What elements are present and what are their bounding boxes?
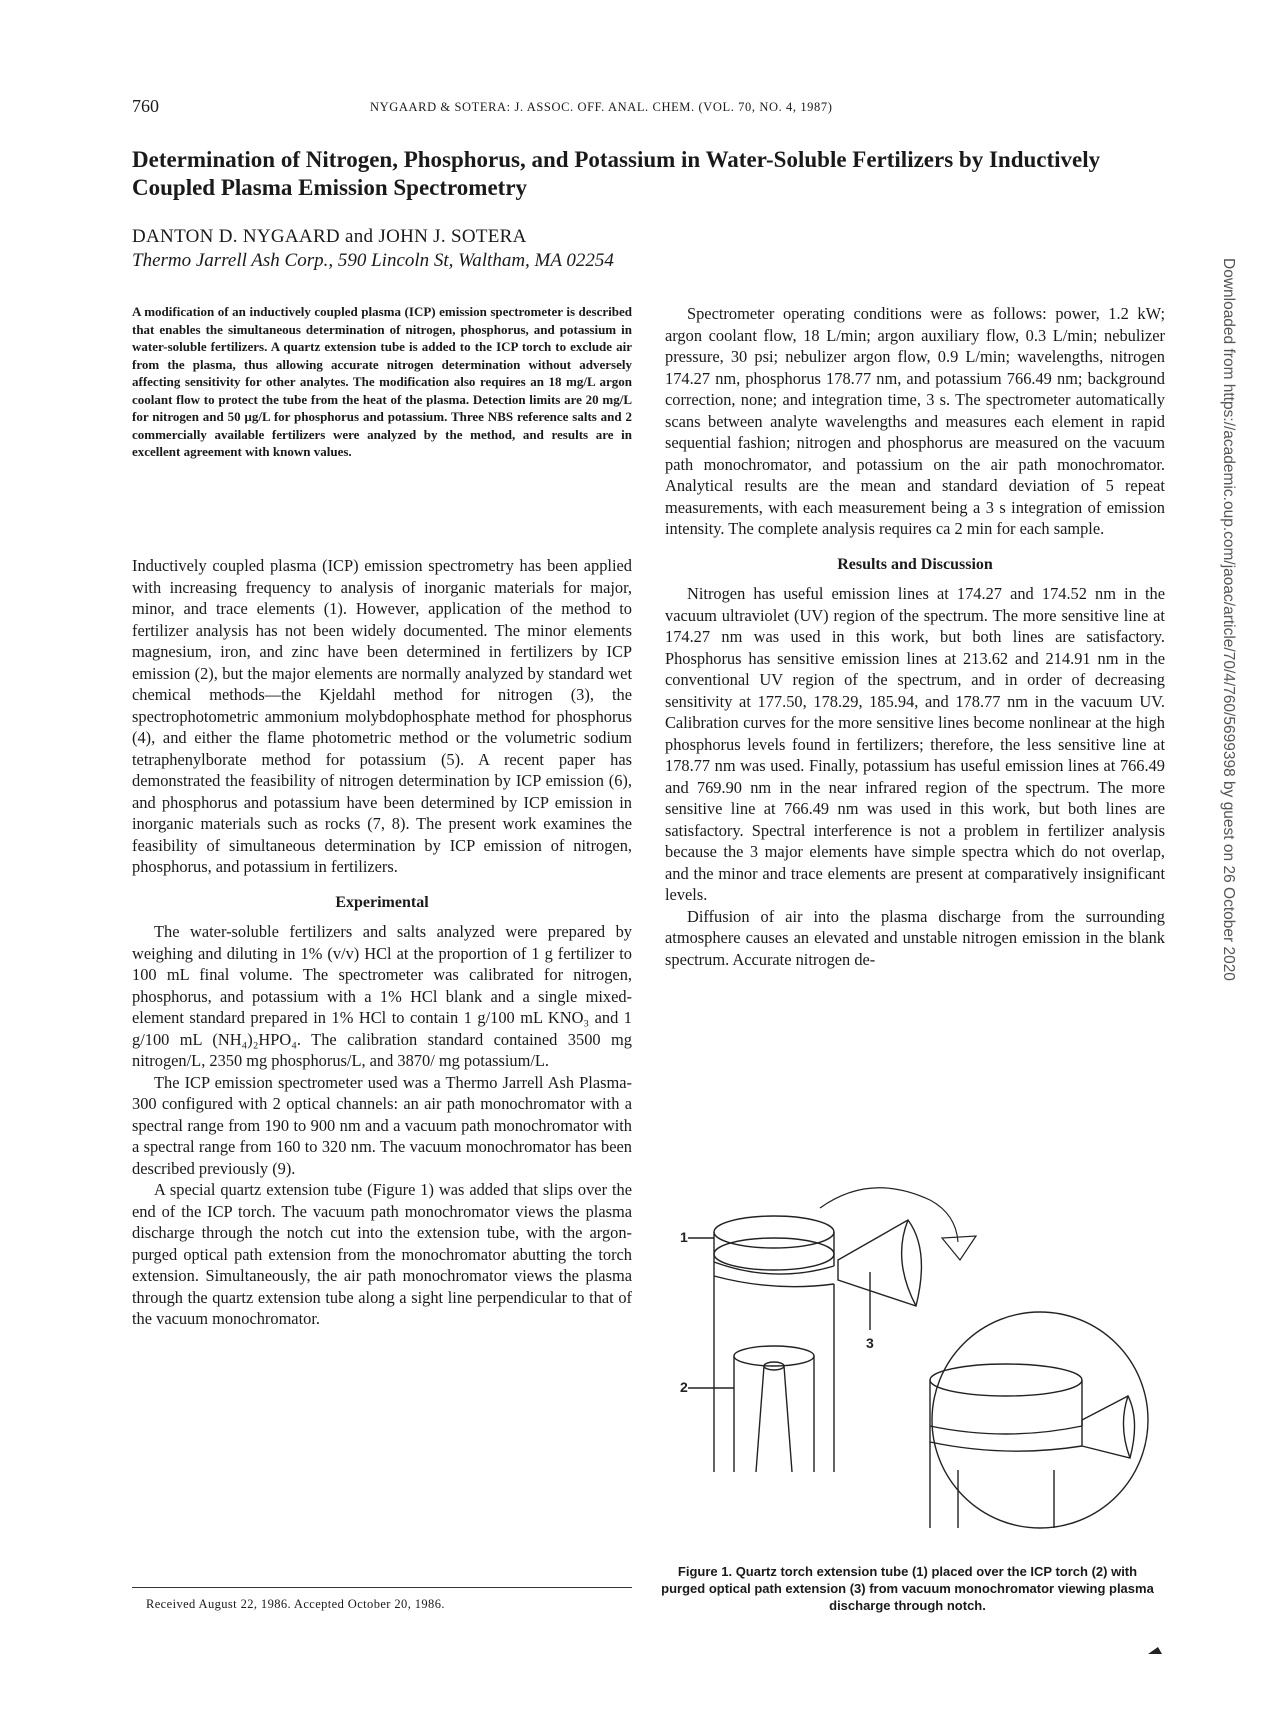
- torch-walls: [734, 1356, 814, 1472]
- affiliation: Thermo Jarrell Ash Corp., 590 Lincoln St, Waltham, MA 02254: [132, 250, 614, 271]
- left-column: [132, 555, 632, 1330]
- figure-caption: Figure 1. Quartz torch extension tube (1) placed over the ICP torch (2) with purged optical path extension (3) from vacuum monochromator viewing plasma discharge through notch.: [661, 1564, 1154, 1613]
- experimental-paragraph-4: Spectrometer operating conditions were as follows: power, 1.2 kW; argon coolant flow, 18 L/min; argon auxiliary flow, 0.3 L/min; nebulizer pressure, 30 psi; nebulizer argon flow, 0.9 L/min; wavelengths, nitrogen 174.27 nm, phosphorus 178.77 nm, and potassium 766.49 nm; background correction, none; and integration time, 3 s. The spectrometer automatically scans between analyte wavelengths and measures each element in rapid sequential fashion; nitrogen and phosphorus are measured on the vacuum path monochromator, and potassium on the air path monochromator. Analytical results are the mean and standard deviation of 5 repeat measurements, with each measurement being a 3 s integration of emission intensity. The complete analysis requires ca 2 min for each sample.: [665, 304, 1165, 538]
- footnote-rule: [132, 1587, 632, 1588]
- figure-1-diagram: [680, 1180, 1160, 1560]
- detail-torch-walls: [958, 1470, 1054, 1528]
- abstract-block: [132, 303, 632, 461]
- figure-label-1: 1: [680, 1229, 688, 1245]
- experimental-paragraph-3: A special quartz extension tube (Figure 1) was added that slips over the end of the ICP torch. The vacuum path monochromator views the plasma discharge through the notch cut into the extension tube, with the argon-purged optical path extension from the monochromator abutting the torch extension. Simultaneously, the air path monochromator views the plasma through the quartz extension tube along a sight line perpendicular to that of the vacuum monochromator.: [132, 1180, 632, 1328]
- torch-inner-tube: [756, 1366, 792, 1472]
- author-line: DANTON D. NYGAARD and JOHN J. SOTERA: [132, 226, 527, 247]
- figure-label-3: 3: [866, 1335, 874, 1351]
- experimental-heading: Experimental: [335, 893, 429, 911]
- page-number: 760: [132, 96, 159, 116]
- extension-tube-notch-ring: [714, 1238, 834, 1270]
- detail-circle: [932, 1312, 1148, 1528]
- results-heading: Results and Discussion: [837, 555, 993, 573]
- article-title: Determination of Nitrogen, Phosphorus, and Potassium in Water-Soluble Fertilizers by Inductively Coupled Plasma Emission Spectrometry: [132, 147, 1101, 200]
- optical-path-extension: [838, 1220, 921, 1306]
- detail-notch: [930, 1426, 1082, 1451]
- corner-arrow-icon: [1148, 1645, 1166, 1655]
- detail-tube-walls: [930, 1380, 1082, 1528]
- intro-paragraph: Inductively coupled plasma (ICP) emission spectrometry has been applied with increasing frequency to analysis of inorganic materials for major, minor, and trace elements (1). However, application of the method to fertilizer analysis has not been widely documented. The minor elements magnesium, iron, and zinc have been determined in fertilizers by ICP emission (2), but the major elements are normally analyzed by standard wet chemical methods—the Kjeldahl method for nitrogen (3), the spectrophotometric ammonium molybdophosphate method for phosphorus (4), and either the flame photometric method or the volumetric sodium tetraphenylborate method for potassium (5). A recent paper has demonstrated the feasibility of nitrogen determination by ICP emission (6), and phosphorus and potassium have been determined by ICP emission in inorganic materials such as rocks (7, 8). The present work examines the feasibility of simultaneous determination by ICP emission of nitrogen, phosphorus, and potassium in fertilizers.: [132, 556, 632, 876]
- experimental-paragraph-2: The ICP emission spectrometer used was a Thermo Jarrell Ash Plasma-300 configured with 2 optical channels: an air path monochromator with a spectral range from 190 to 900 nm and a vacuum path monochromator with a spectral range from 160 to 320 nm. The vacuum monochromator has been described previously (9).: [132, 1072, 632, 1178]
- received-note: Received August 22, 1986. Accepted October 20, 1986.: [146, 1597, 445, 1611]
- abstract: A modification of an inductively coupled plasma (ICP) emission spectrometer is described that enables the simultaneous determination of nitrogen, phosphorus, and potassium in water-soluble fertilizers. A quartz extension tube is added to the ICP torch to exclude air from the plasma, thus allowing accurate nitrogen determination without adversely affecting sensitivity for other analytes. The modification also requires an 18 mg/L argon coolant flow to protect the tube from the heat of the plasma. Detection limits are 20 mg/L for nitrogen and 50 µg/L for phosphorus and potassium. Three NBS reference salts and 2 commercially available fertilizers were analyzed by the method, and results are in excellent agreement with known values.: [132, 304, 632, 459]
- detail-tube-top: [930, 1364, 1082, 1396]
- curved-arrow-icon: [820, 1188, 958, 1242]
- watermark-text: Downloaded from https://academic.oup.com/jaoac/article/70/4/760/5699398 by guest on 26 October 2020: [1220, 258, 1237, 981]
- optical-extension-face: [902, 1220, 916, 1306]
- torch-top: [734, 1346, 814, 1366]
- results-paragraph-2: Diffusion of air into the plasma discharge from the surrounding atmosphere causes an elevated and unstable nitrogen emission in the blank spectrum. Accurate nitrogen de-: [665, 906, 1165, 969]
- download-watermark: [1217, 258, 1237, 1258]
- results-paragraph-1: Nitrogen has useful emission lines at 174.27 and 174.52 nm in the vacuum ultraviolet (UV) region of the spectrum. The more sensitive line at 174.27 nm was used in this work, but both lines are satisfactory. Phosphorus has sensitive emission lines at 213.62 and 214.91 nm in the conventional UV region of the spectrum, and in order of decreasing sensitivity at 177.50, 178.29, 185.94, and 178.77 nm in the vacuum UV. Calibration curves for the more sensitive lines become nonlinear at the high phosphorus levels found in fertilizers; therefore, the less sensitive line at 178.77 nm was used. Finally, potassium has useful emission lines at 766.49 and 769.90 nm in the near infrared region of the spectrum. The more sensitive line at 766.49 nm was used in this work, but both lines are satisfactory. Spectral interference is not a problem in fertilizer analysis because the 3 major elements have simple spectra which do not overlap, and the minor and trace elements are present at comparatively insignificant levels.: [665, 584, 1165, 904]
- experimental-paragraph-1: The water-soluble fertilizers and salts analyzed were prepared by weighing and diluting in 1% (v/v) HCl at the proportion of 1 g fertilizer to 100 mL final volume. The spectrometer was calibrated for nitrogen, phosphorus, and potassium with a 1% HCl blank and a single mixed-element standard prepared in 1% HCl to contain 1 g/100 mL KNO₃ and 1 g/100 mL (NH₄)₂HPO₄. The calibration standard contained 3500 mg nitrogen/L, 2350 mg phosphorus/L, and 3870/ mg potassium/L.: [132, 922, 632, 1070]
- figure-label-2: 2: [680, 1379, 688, 1395]
- right-column: [665, 303, 1165, 970]
- running-head: NYGAARD & SOTERA: J. ASSOC. OFF. ANAL. CHEM. (VOL. 70, NO. 4, 1987): [370, 100, 833, 114]
